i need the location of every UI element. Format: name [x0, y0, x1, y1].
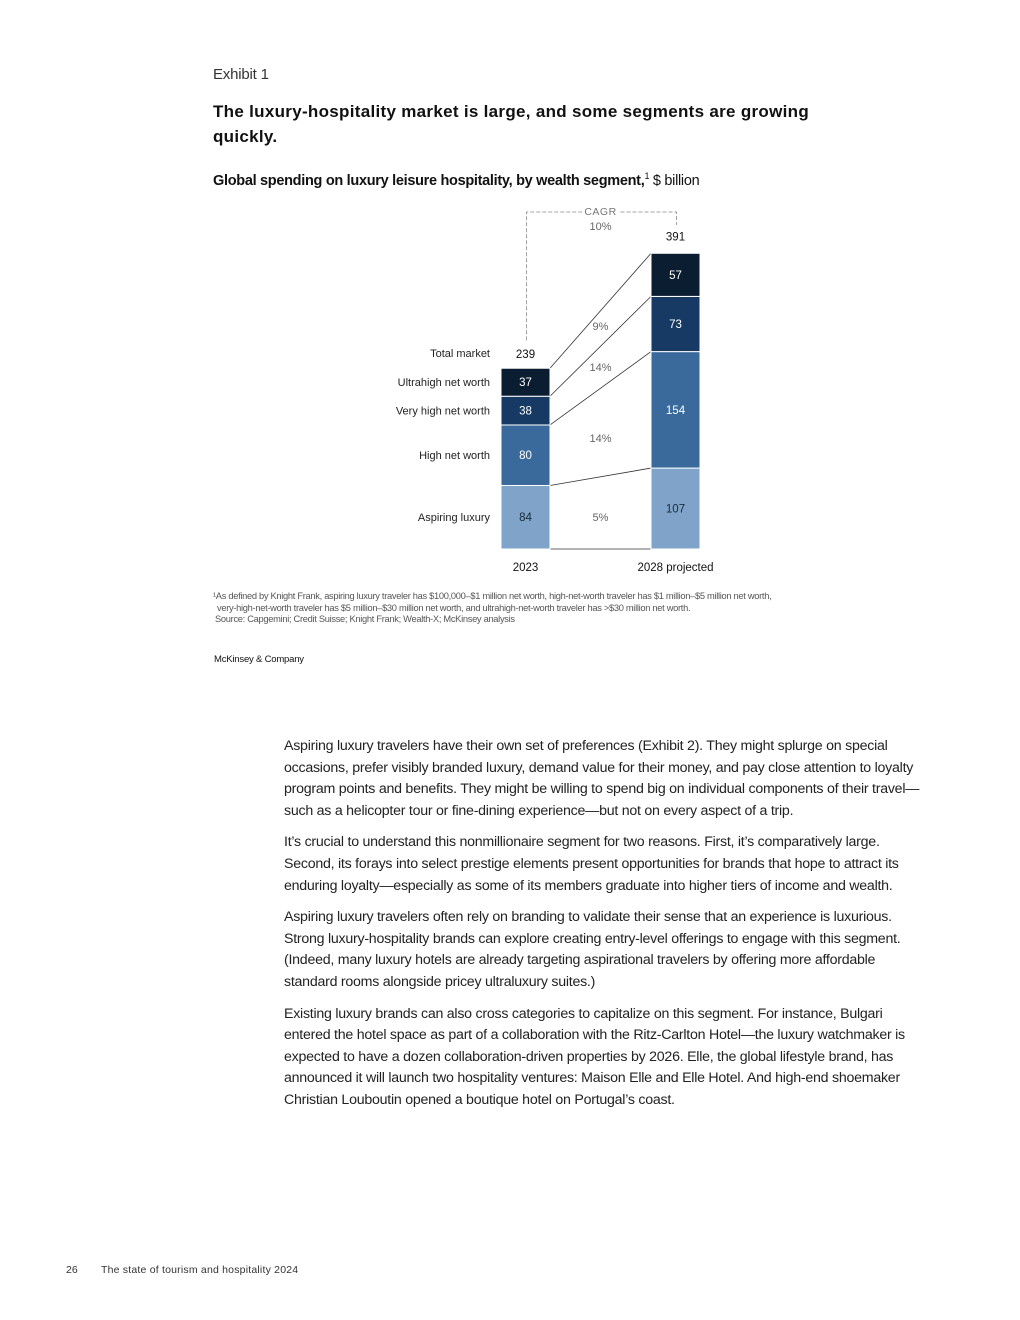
connector-line: [550, 468, 651, 485]
chart-subtitle: [213, 171, 699, 189]
footnote-1-line-2: very-high-net-worth traveler has $5 million–$30 million net worth, and ultrahigh-net-worth traveler has >$30 million net worth.: [217, 602, 691, 613]
bar-value-label: 37: [519, 377, 532, 390]
bar-value-label: 154: [665, 404, 686, 417]
bar-value-label: 57: [669, 269, 682, 282]
company-name: McKinsey & Company: [214, 654, 304, 665]
total-value-label: 239: [515, 349, 536, 362]
body-paragraph: Existing luxury brands can also cross categories to capitalize on this segment. For instance, Bulgari entered the hotel space as part of a collaboration with the Ritz-Carlton Hotel—the luxury watchmaker is expected to have a dozen collaboration-driven properties by 2026. Elle, the global lifestyle brand, has announced it will launch two hospitality ventures: Maison Elle and Elle Hotel. And high-end shoemaker Christian Louboutin opened a boutique hotel on Portugal’s coast.: [284, 1005, 905, 1108]
total-market-label: Total market: [430, 348, 490, 361]
bar-value-label: 107: [665, 503, 686, 516]
segment-label: Very high net worth: [395, 405, 490, 418]
footnote-1-line-1: ¹As defined by Knight Frank, aspiring luxury traveler has $100,000–$1 million net worth, high-net-worth traveler has $1 million–$5 million net worth,: [213, 591, 772, 601]
body-paragraph: Aspiring luxury travelers often rely on branding to validate their sense that an experience is luxurious. Strong luxury-hospitality brands can explore creating entry-level offerings to engage with this segment. (Indeed, many luxury hotels are already targeting aspirational travelers by offering more affordable standard rooms alongside pricey ultraluxury suites.): [284, 909, 901, 990]
segment-label: High net worth: [419, 450, 490, 463]
segment-cagr-label: 14%: [589, 433, 612, 445]
exhibit-label: Exhibit 1: [213, 66, 269, 83]
category-label: 2028 projected: [637, 562, 714, 574]
connector-line: [550, 253, 651, 368]
stacked-bar-chart: [0, 200, 1020, 585]
body-text: [284, 736, 924, 1122]
chart-footnotes: [213, 591, 873, 626]
source-note: Source: Capgemini; Credit Suisse; Knight Frank; Wealth-X; McKinsey analysis: [215, 614, 515, 624]
bar-value-label: 80: [519, 450, 532, 463]
chart-subtitle-footnote-ref: 1: [644, 171, 650, 181]
chart-subtitle-unit: $ billion: [649, 172, 700, 189]
cagr-bracket: [527, 212, 583, 340]
total-cagr-label: 10%: [589, 221, 612, 233]
exhibit-title: The luxury-hospitality market is large, and some segments are growing quickly.: [213, 102, 810, 146]
page-number: 26: [66, 1264, 78, 1276]
body-paragraph: It’s crucial to understand this nonmillionaire segment for two reasons. First, it’s comparatively large. Second, its forays into select prestige elements present opportunities for brands that hope to attract its enduring loyalty—especially as some of its members graduate into higher tiers of income and wealth.: [284, 834, 899, 894]
bar-value-label: 38: [519, 405, 532, 418]
chart-subtitle-bold: Global spending on luxury leisure hospitality, by wealth segment,: [213, 172, 645, 189]
segment-label: Aspiring luxury: [417, 512, 490, 525]
total-value-label: 391: [665, 231, 686, 244]
cagr-header-label: CAGR: [584, 206, 617, 218]
segment-label: Ultrahigh net worth: [397, 377, 490, 390]
segment-cagr-label: 14%: [589, 362, 612, 374]
bar-value-label: 73: [669, 319, 682, 332]
cagr-bracket: [621, 212, 677, 225]
body-paragraph: Aspiring luxury travelers have their own set of preferences (Exhibit 2). They might splurge on special occasions, prefer visibly branded luxury, demand value for their money, and pay close attention to loyalty program points and benefits. They might be willing to spend big on individual components of their travel—such as a helicopter tour or fine-dining experience—but not on every aspect of a trip.: [284, 738, 920, 819]
report-title: The state of tourism and hospitality 2024: [101, 1264, 299, 1276]
segment-cagr-label: 5%: [592, 512, 609, 524]
category-label: 2023: [512, 562, 539, 574]
segment-cagr-label: 9%: [592, 321, 609, 333]
bar-value-label: 84: [519, 512, 532, 525]
